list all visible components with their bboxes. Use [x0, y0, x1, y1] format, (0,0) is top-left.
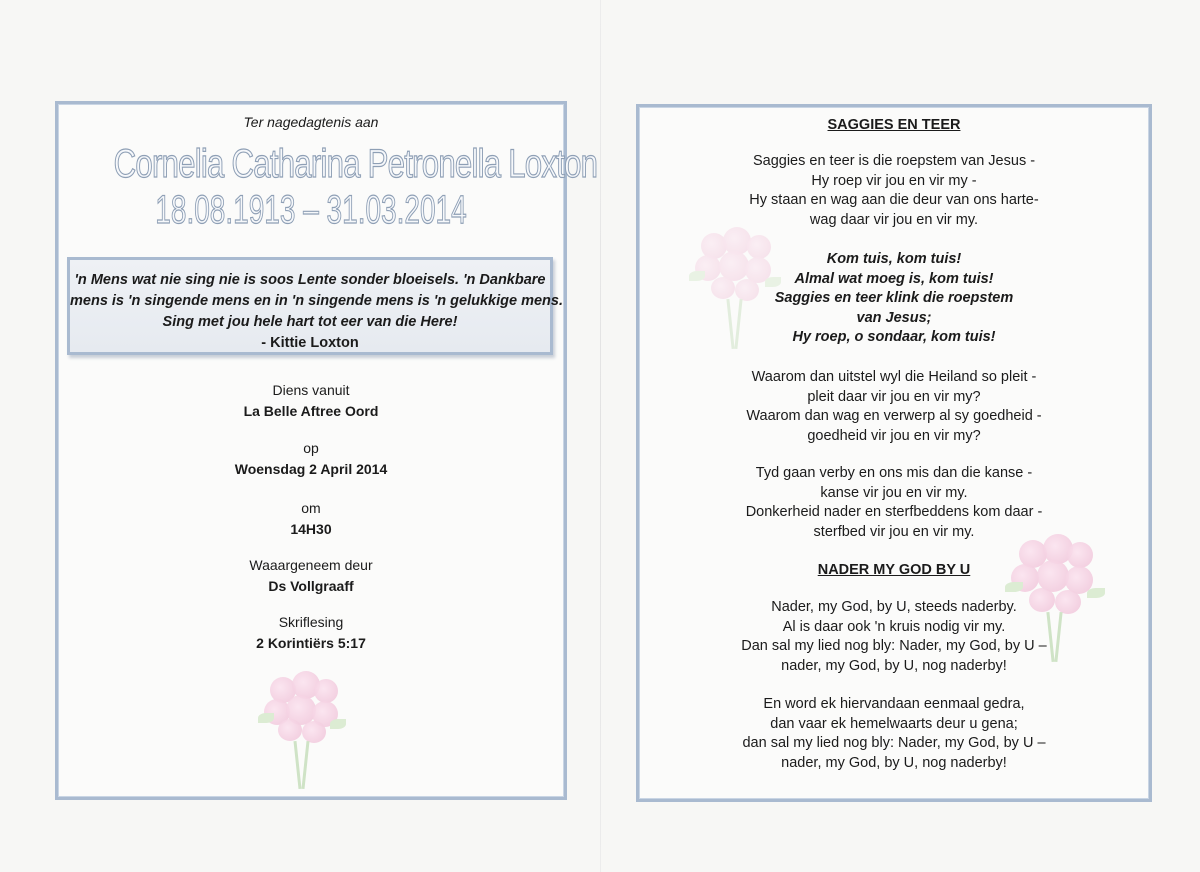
hymn-line: Hy roep vir jou en vir my -	[811, 172, 977, 189]
hymn-line: En word ek hiervandaan eenmaal gedra,	[763, 696, 1025, 712]
rose-bouquet-icon	[1005, 532, 1105, 667]
hymn-line: Waarom dan uitstel wyl die Heiland so pleit -	[751, 369, 1037, 385]
hymn-line: nader, my God, by U, nog naderby!	[781, 754, 1007, 771]
hymn-line: Tyd gaan verby en ons mis dan die kanse -	[755, 465, 1033, 481]
service-label: Waaargeneem deur	[249, 557, 373, 573]
hymn-line: Hy roep, o sondaar, kom tuis!	[792, 329, 996, 345]
service-value: 2 Korintiërs 5:17	[256, 635, 366, 651]
rose-bouquet-icon	[689, 225, 784, 355]
hymn-line: Saggies en teer klink die roepstem	[774, 290, 1014, 306]
hymn-title: SAGGIES EN TEER	[827, 117, 961, 133]
hymn-page	[636, 104, 1152, 802]
hymn-line: Al is daar ook 'n kruis nodig vir my.	[782, 618, 1006, 635]
service-scripture	[58, 612, 564, 654]
hymn-line: Donkerheid nader en sterfbeddens kom daar -	[745, 504, 1043, 520]
hymn-stanza	[639, 368, 1149, 446]
hymn-line: sterfbed vir jou en vir my.	[813, 523, 975, 540]
hymn-line: wag daar vir jou en vir my.	[809, 211, 979, 228]
hymn-line: Nader, my God, by U, steeds naderby.	[771, 599, 1017, 615]
rose-bouquet-icon	[258, 669, 348, 794]
hymn-title: NADER MY GOD BY U	[817, 562, 971, 578]
hymn-line: goedheid vir jou en vir my?	[807, 427, 981, 444]
hymn-line: Kom tuis, kom tuis!	[826, 251, 962, 267]
hymn-line: nader, my God, by U, nog naderby!	[781, 657, 1007, 674]
quote-line: mens is 'n singende mens en in 'n singende mens is 'n gelukkige mens.	[70, 293, 564, 309]
quote-line: Sing met jou hele hart tot eer van die Here!	[162, 314, 458, 330]
memorial-page	[55, 101, 598, 800]
quote-box	[67, 257, 564, 355]
deceased-name: Cornelia Catharina Petronella Loxton	[113, 142, 598, 186]
intro-text: Ter nagedagtenis aan	[243, 114, 379, 130]
quote-author: - Kittie Loxton	[261, 335, 359, 351]
service-value: Woensdag 2 April 2014	[234, 461, 388, 477]
service-date	[58, 438, 564, 480]
service-value: La Belle Aftree Oord	[243, 403, 379, 419]
hymn-line: Dan sal my lied nog bly: Nader, my God, by U –	[741, 638, 1047, 654]
life-dates: 18.08.1913 – 31.03.2014	[155, 188, 467, 232]
service-value: Ds Vollgraaff	[268, 578, 354, 594]
service-officiant	[58, 555, 564, 597]
quote-line: 'n Mens wat nie sing nie is soos Lente sonder bloeisels. 'n Dankbare	[74, 272, 546, 288]
service-label: op	[303, 440, 319, 456]
service-label: om	[301, 500, 321, 516]
hymn-line: van Jesus;	[856, 309, 932, 326]
service-location	[58, 380, 564, 422]
service-time	[58, 498, 564, 540]
hymn-line: Saggies en teer is die roepstem van Jesus -	[752, 153, 1036, 169]
hymn-line: dan sal my lied nog bly: Nader, my God, by U –	[742, 735, 1046, 751]
hymn-stanza	[639, 464, 1149, 542]
service-label: Diens vanuit	[272, 382, 350, 398]
hymn-line: kanse vir jou en vir my.	[820, 484, 968, 501]
hymn-line: pleit daar vir jou en vir my?	[807, 388, 981, 405]
hymn-stanza	[639, 152, 1149, 230]
hymn-line: dan vaar ek hemelwaarts deur u gena;	[770, 715, 1018, 732]
hymn-stanza	[639, 695, 1149, 773]
hymn-line: Hy staan en wag aan die deur van ons harte-	[749, 192, 1039, 208]
service-value: 14H30	[290, 521, 332, 537]
page-fold	[600, 0, 601, 872]
hymn-line: Waarom dan wag en verwerp al sy goedheid -	[746, 408, 1042, 424]
service-label: Skriflesing	[278, 614, 344, 630]
hymn-line: Almal wat moeg is, kom tuis!	[794, 270, 994, 287]
